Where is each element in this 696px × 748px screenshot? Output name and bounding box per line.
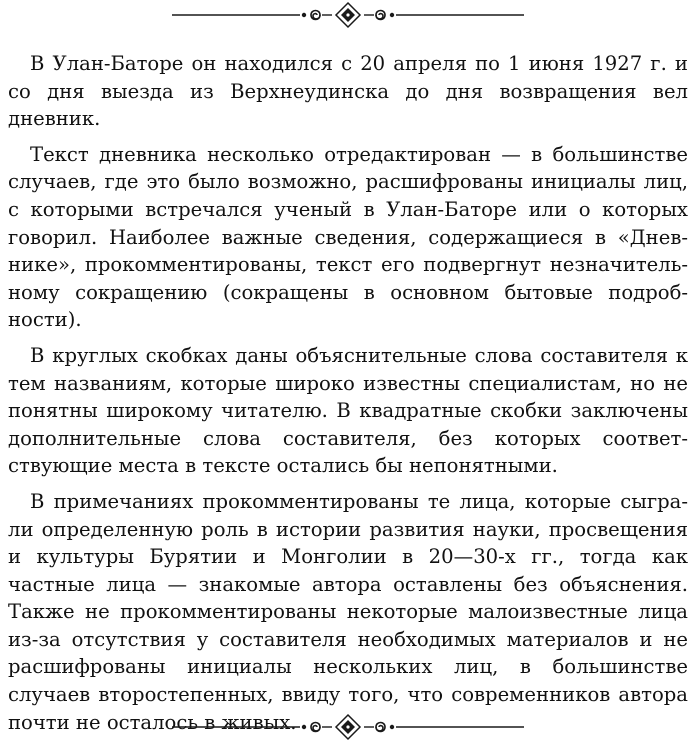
document-body — [8, 50, 688, 744]
top-ornament — [0, 0, 696, 30]
floral-divider-icon — [0, 0, 696, 30]
paragraph: В круглых скобках даны объяснительные слова составителя к тем названиям, которые широко известны специалистам, но не понятны широкому читателю. В квадратные скобки заключены дополнительные слова составителя, без которых соответствующие места в тексте остались бы непонятными. — [8, 343, 688, 478]
bottom-ornament — [0, 712, 696, 742]
floral-divider-icon — [0, 712, 696, 742]
paragraph: Текст дневника несколько отредактирован — в большинстве случаев, где это было возможно, расшифрованы инициалы лиц, с которыми встречался ученый в Улан-Баторе или о которых говорил. Наиболее важные сведения, содержащиеся в «Дневнике», прокомментированы, текст его подвергнут незначительному сокращению (сокращены в основном бытовые подробности). — [8, 142, 688, 332]
paragraph: В примечаниях прокомментированы те лица, которые сыграли определенную роль в истории развития науки, просвещения и культуры Бурятии и Монголии в 20—30-х гг., тогда как частные лица — знакомые автора оставлены без объяснения. Также не прокомментированы некоторые малоизвестные лица из-за отсутствия у составителя необходимых материалов и не расшифрованы инициалы нескольких лиц, в большинстве случаев второстепенных, ввиду того, что современников автора почти не осталось в живых. — [8, 489, 688, 734]
paragraph: В Улан-Баторе он находился с 20 апреля по 1 июня 1927 г. и со дня выезда из Верхнеудинска до дня возвращения вел дневник. — [8, 52, 688, 131]
